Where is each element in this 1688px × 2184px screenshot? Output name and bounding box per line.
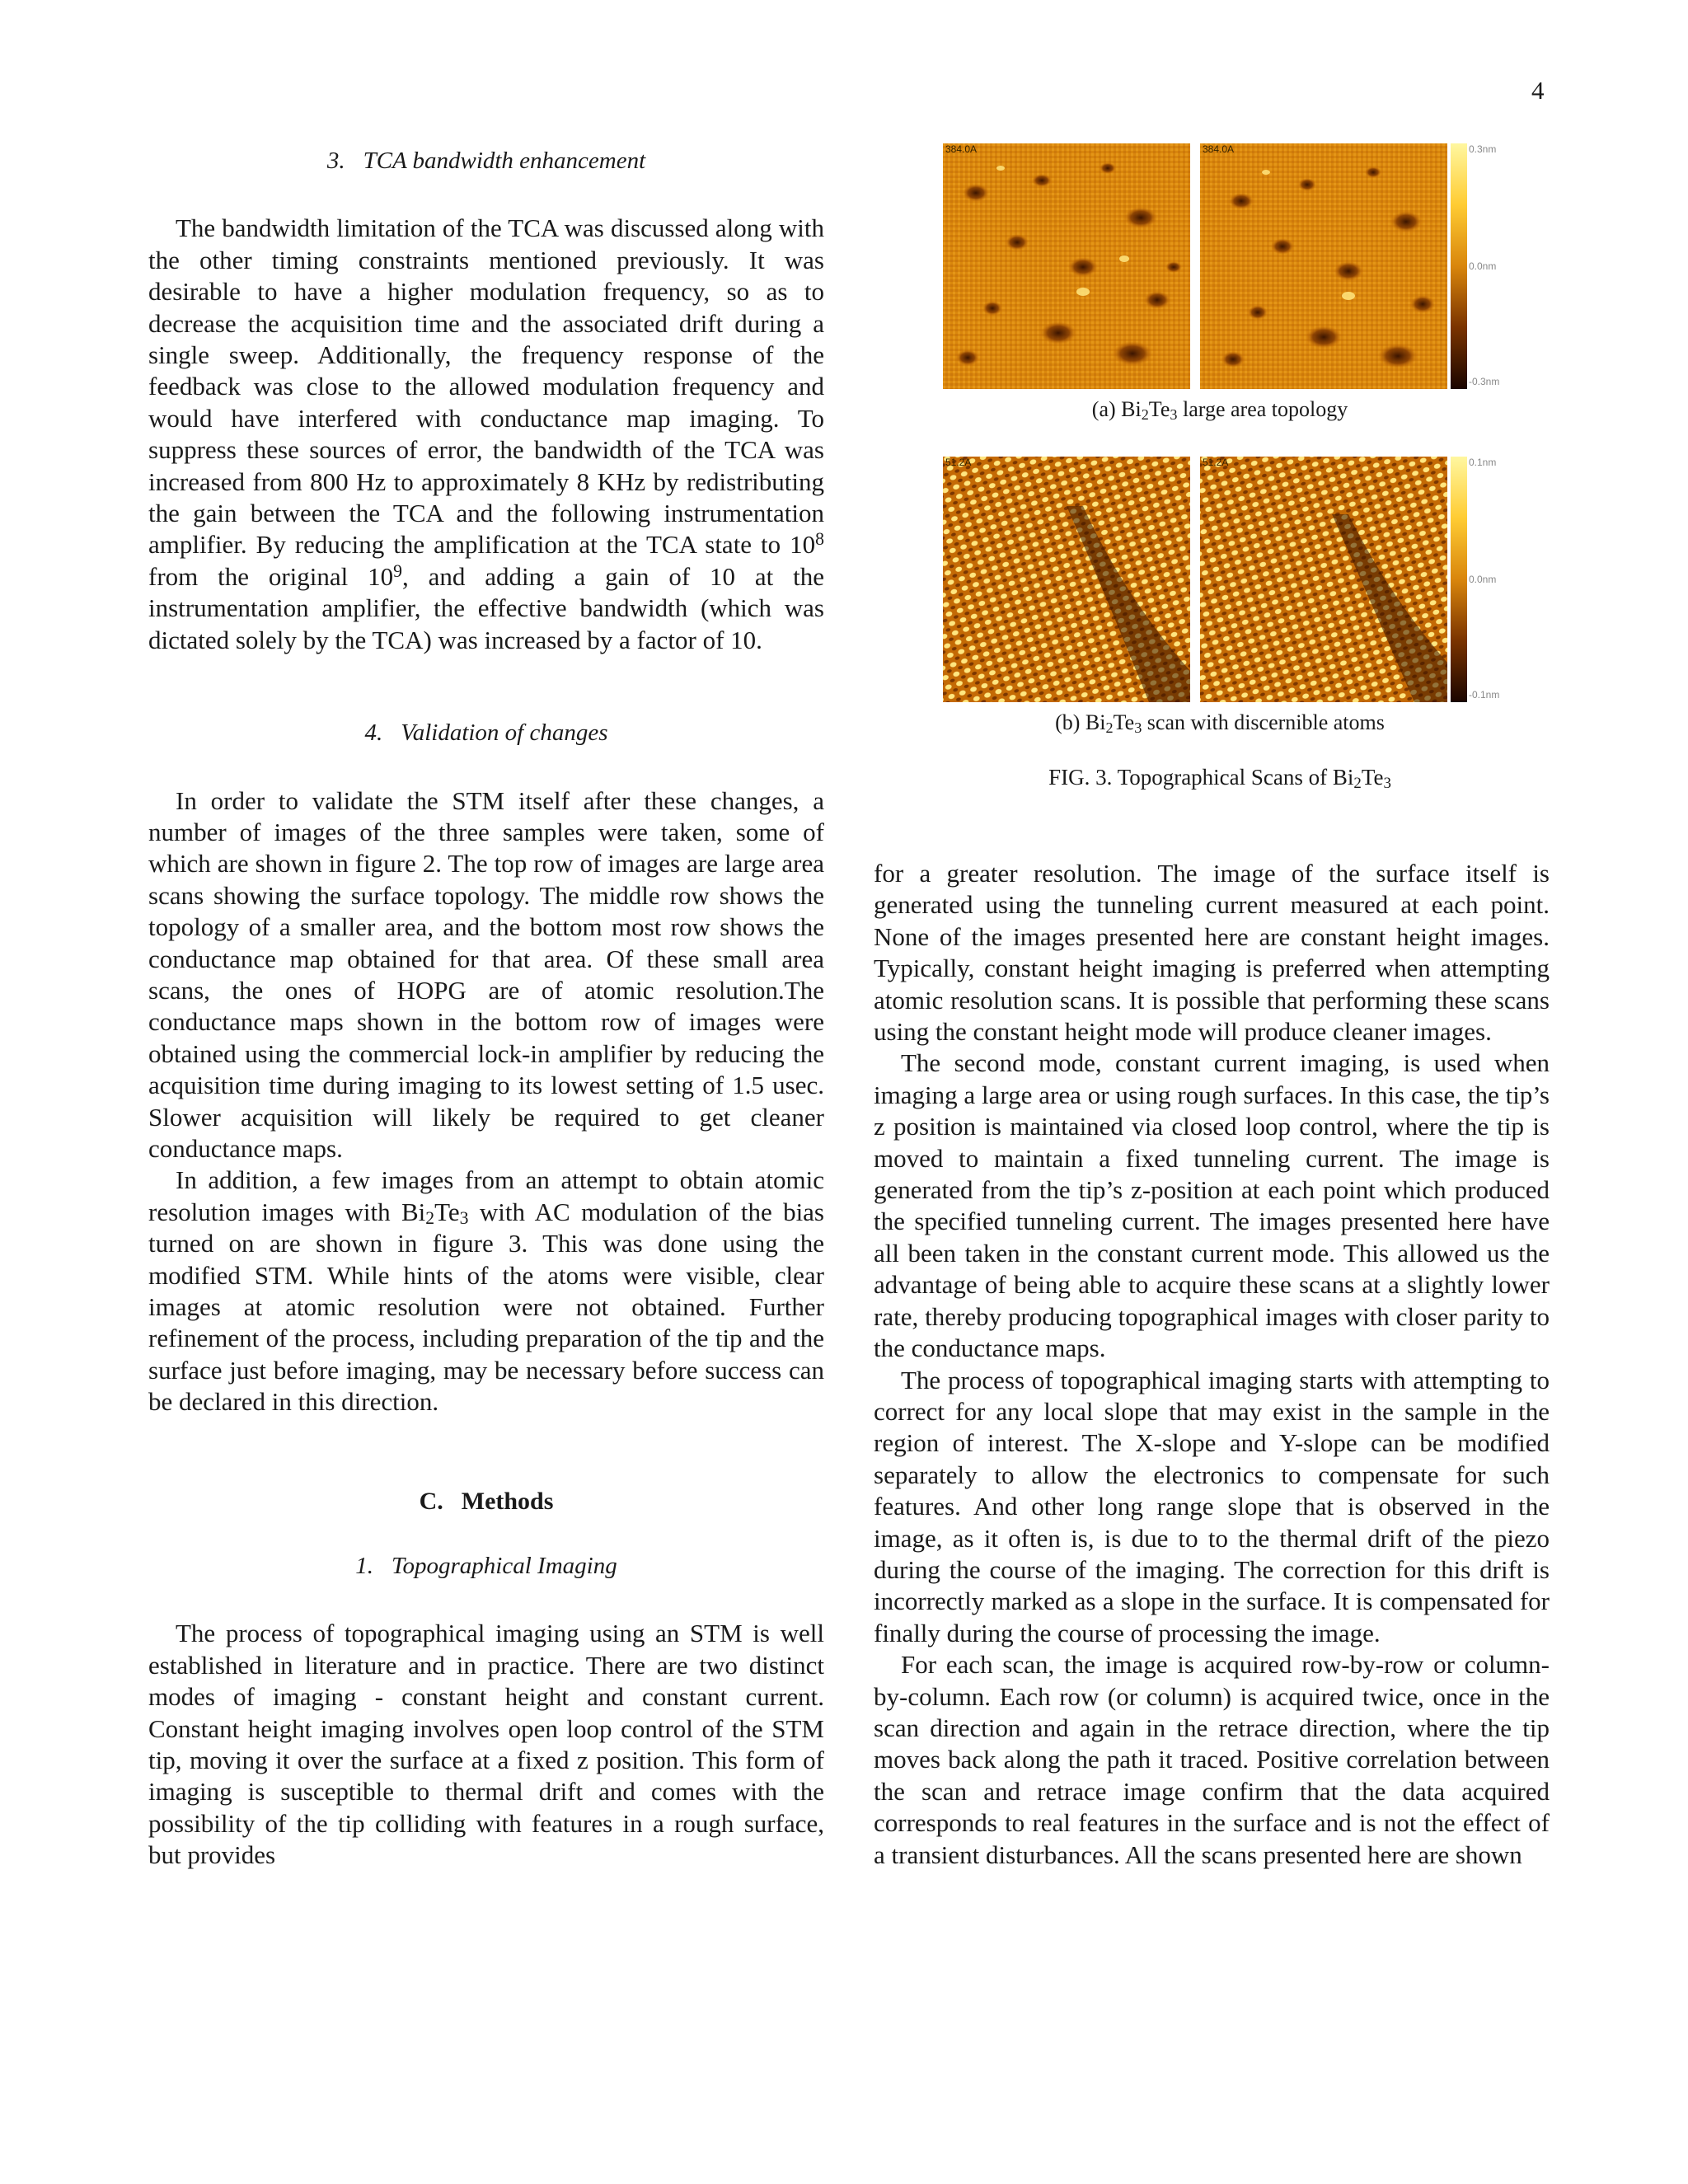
scan-image-b-right: [1200, 457, 1447, 702]
paragraph-validation-2: In addition, a few images from an attempt to obtain atomic resolution images with $Bi_2Te_3$ with AC modulation of the bias turned on are shown in figure 3. This was done using the modified STM. While hints of the atoms were visible, clear images at atomic resolution were not obtained. Further refinement of the process, including preparation of the tip and the surface just before imaging, may be necessary before success can be declared in this direction.: [148, 1165, 825, 1417]
paragraph-right-1: for a greater resolution. The image of the surface itself is generated using the tunneling current measured at each point. None of the images presented here are constant height images. Typically, constant height imaging is preferred when attempting atomic resolution scans. It is possible that performing these scans using the constant height mode will produce cleaner images.: [874, 859, 1550, 1047]
section-heading-tca: [148, 145, 824, 176]
right-column-bottom: [874, 858, 1550, 1871]
scan-scale-label: 51.2A: [945, 457, 972, 468]
section-number: 1.: [355, 1553, 374, 1580]
section-number: 3.: [326, 148, 345, 174]
paragraph-right-3: The process of topographical imaging starts with attempting to correct for any local slope that may exist in the sample in the region of interest. The X-slope and Y-slope can be modified separately to allow the electronics to compensate for such features. And other long range slope that is observed in the image, as it often is, is due to to the thermal drift of the piezo during the course of the imaging. The correction for this drift is incorrectly marked as a slope in the surface. It is compensated for finally during the course of processing the image.: [874, 1365, 1550, 1647]
left-column-top: [148, 145, 824, 1872]
colorbar-min-label: -0.3nm: [1469, 376, 1500, 387]
figure-caption: FIG. 3. Topographical Scans of $Bi_2Te_3$: [1048, 765, 1391, 792]
colorbar-min-label: -0.1nm: [1469, 689, 1500, 701]
paragraph-tca: The bandwidth limitation of the TCA was discussed along with the other timing constraints mentioned previously. It was desirable to have a higher modulation frequency, so as to decrease the acquisition time and the associated drift during a single sweep. Additionally, the frequency response of the feedback was close to the allowed modulation frequency and would have interfered with conductance map imaging. To suppress these sources of error, the bandwidth of the TCA was increased from 800 Hz to approximately 8 KHz by redistributing the gain between the TCA and the following instrumentation amplifier. By reducing the amplification at the TCA state to $10^8$ from the original $10^9$, and adding a gain of 10 at the instrumentation amplifier, the effective bandwidth (which was dictated solely by the TCA) was increased by a factor of 10.: [148, 213, 824, 654]
scan-texture-b-right: [1200, 457, 1447, 702]
colorbar-max-label: 0.1nm: [1469, 457, 1497, 468]
colorbar-mid-label: 0.0nm: [1469, 574, 1497, 585]
colorbar-mid-label: 0.0nm: [1469, 260, 1497, 272]
subcaption-a: (a) $Bi_2Te_3$ large area topology: [1091, 397, 1348, 423]
section-heading-validation: [148, 717, 824, 748]
section-title: Validation of changes: [401, 719, 608, 747]
scan-scale-label: 384.0A: [1203, 143, 1235, 155]
page-number: 4: [1531, 76, 1545, 105]
scan-image-b-left: [943, 457, 1190, 702]
scan-texture-a-right: [1200, 143, 1447, 389]
scan-image-a-left: [943, 143, 1190, 389]
section-title: TCA bandwidth enhancement: [363, 148, 646, 174]
paragraph-topographical-1: The process of topographical imaging using an STM is well established in literature and in practice. There are two distinct modes of imaging - constant height and constant current. Constant height imaging involves open loop control of the STM tip, moving it over the surface at a fixed z position. This form of imaging is susceptible to thermal drift and comes with the possibility of the tip colliding with features in a rough surface, but provides: [148, 1619, 824, 1870]
section-number: C.: [419, 1487, 443, 1515]
paragraph-validation-1: In order to validate the STM itself after these changes, a number of images of the three samples were taken, some of which are shown in figure 2. The top row of images are large area scans showing the surface topology. The middle row shows the topology of a smaller area, and the bottom most row shows the conductance map obtained for that area. Of these small area scans, the ones of HOPG are of atomic resolution.The conductance maps shown in the bottom row of images were obtained using the commercial lock-in amplifier by reducing the acquisition time during imaging to its lowest setting of 1.5 usec. Slower acquisition will likely be required to get cleaner conductance maps.: [148, 785, 824, 1163]
subcaption-b: (b) $Bi_2Te_3$ scan with discernible atoms: [1055, 710, 1385, 736]
scan-image-a-right: [1200, 143, 1447, 389]
section-heading-topographical: [148, 1550, 824, 1582]
section-title: Methods: [461, 1487, 554, 1515]
colorbar-max-label: 0.3nm: [1469, 143, 1497, 155]
scan-texture-a-left: [943, 143, 1190, 389]
colorbar-b: [1451, 457, 1500, 702]
section-heading-methods: [148, 1486, 824, 1517]
paragraph-right-2: The second mode, constant current imaging, is used when imaging a large area or using rough surfaces. In this case, the tip’s z position is maintained via closed loop control, where the tip is moved to maintain a fixed tunneling current. The image is generated from the tip’s z-position at each point which produced the specified tunneling current. The images presented here have all been taken in the constant current mode. This allowed us the advantage of being able to acquire these scans at a slightly lower rate, thereby producing topographical images with closer parity to the conductance maps.: [874, 1048, 1550, 1363]
scan-scale-label: 51.2A: [1203, 457, 1229, 468]
section-number: 4.: [364, 719, 383, 747]
scan-texture-b-left: [943, 457, 1190, 702]
scan-scale-label: 384.0A: [945, 143, 978, 155]
section-title: Topographical Imaging: [392, 1553, 617, 1580]
colorbar-a: [1451, 143, 1500, 389]
paragraph-right-4: For each scan, the image is acquired row-by-row or column-by-column. Each row (or column) is acquired twice, once in the scan direction and again in the retrace direction, where the tip moves back along the path it traced. Positive correlation between the scan and retrace image confirm that the data acquired corresponds to real features in the surface and is not the effect of a transient disturbances. All the scans presented here are shown: [874, 1650, 1550, 1869]
